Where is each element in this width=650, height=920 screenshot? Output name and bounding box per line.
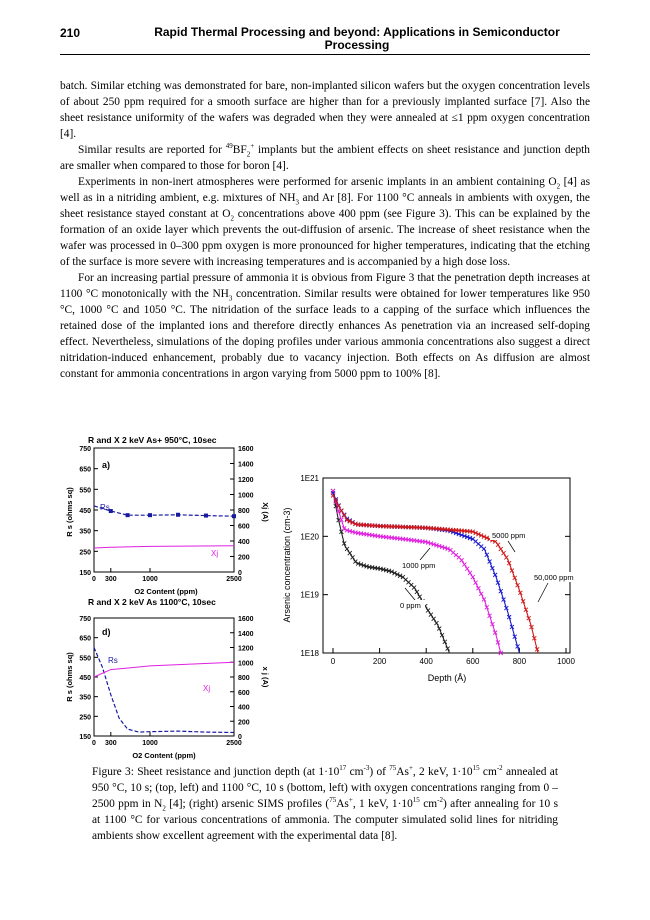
- tick-label: 600: [466, 657, 480, 666]
- tick-label: 0: [92, 576, 96, 583]
- plot-a-xj-label: Xj: [211, 549, 219, 558]
- plot-d-xlabel: O2 Content (ppm): [132, 751, 196, 760]
- tick-label: 350: [79, 528, 91, 536]
- tick-label: 200: [238, 554, 250, 562]
- data-point: [482, 597, 486, 601]
- data-point: [502, 551, 506, 555]
- data-point: [418, 595, 422, 599]
- plot-d-yleft-label: R s (ohms sq): [65, 652, 74, 702]
- data-point: [471, 575, 475, 579]
- annotation-label: 0 ppm: [400, 601, 421, 610]
- data-point: [479, 592, 483, 596]
- tick-label: 600: [238, 689, 250, 697]
- data-point: [434, 621, 438, 625]
- data-point: [426, 608, 430, 612]
- tick-label: 1E21: [300, 474, 319, 483]
- data-point: [345, 547, 349, 551]
- tick-label: 800: [512, 657, 527, 666]
- tick-label: 250: [79, 549, 91, 557]
- figure-3: [60, 430, 590, 760]
- annotation-leader: [538, 583, 548, 602]
- tick-label: 1400: [238, 630, 254, 638]
- series-line: [333, 493, 519, 653]
- plot-a-xlabel: O2 Content (ppm): [134, 587, 198, 596]
- plot-a: [65, 435, 270, 596]
- tick-label: 550: [79, 487, 91, 495]
- tick-label: 400: [238, 539, 250, 546]
- tick-label: 800: [238, 675, 250, 682]
- tick-label: 0: [330, 657, 336, 666]
- tick-label: 650: [79, 635, 91, 643]
- series-1: [331, 489, 503, 655]
- tick-label: 1600: [238, 446, 254, 453]
- tick-label: 1E20: [300, 532, 319, 542]
- tick-label: 2500: [226, 576, 242, 583]
- tick-label: 2500: [226, 740, 242, 747]
- tick-label: 250: [79, 714, 91, 722]
- tick-label: 800: [238, 508, 250, 515]
- tick-label: 0: [238, 570, 242, 577]
- plot-sims: [282, 474, 582, 683]
- plot-sims-ylabel: Arsenic concentration (cm-3): [282, 507, 292, 623]
- plot-d-x-ticks: [92, 732, 242, 747]
- annotation-label: 5000 ppm: [492, 531, 526, 540]
- tick-label: 600: [238, 523, 250, 531]
- tick-label: 200: [372, 657, 387, 666]
- running-header: [60, 26, 590, 55]
- data-point: [496, 543, 500, 547]
- tick-label: 300: [104, 576, 117, 583]
- tick-label: 1000: [142, 740, 158, 747]
- tick-label: 450: [79, 508, 91, 515]
- tick-label: 750: [79, 446, 91, 453]
- series-0: [331, 489, 450, 653]
- data-point: [504, 555, 508, 559]
- data-point: [339, 509, 343, 513]
- plot-a-rs-markers: [109, 509, 236, 518]
- plot-d-frame: [94, 618, 234, 736]
- plot-sims-series: [331, 489, 539, 655]
- plot-a-x-ticks: [92, 568, 242, 583]
- tick-label: 200: [238, 719, 250, 727]
- paragraph-3: Experiments in non-inert atmospheres were performed for arsenic implants in an ambient containing $O_2$ [4] as well as in a nitriding ambient, e.g. mixtures of $NH_3$ and Ar [8]. For 1100 °C anneals in ambients with oxygen, the sheet resistance stayed constant at $O_2$ concentrations above 400 ppm (see Figure 3). This can be explained by the formation of an oxide layer which prevents the out-diffusion of arsenic. The increase of sheet resistance when the wafer was processed in 0–300 ppm oxygen is more pronounced for higher temperatures, indicating that the etching of the surface is more severe with increasing temperatures and is accompanied by a high dose loss.: [60, 176, 591, 268]
- tick-label: 450: [79, 675, 91, 682]
- data-point: [351, 555, 355, 559]
- plot-a-title: R and X 2 keV As+ 950°C, 10sec: [88, 435, 217, 445]
- annotation-label: 50,000 ppm: [534, 573, 574, 582]
- data-point: [348, 551, 352, 555]
- data-point: [429, 613, 433, 617]
- data-point: [148, 513, 152, 517]
- plot-a-xj-line: [94, 546, 234, 548]
- data-point: [412, 586, 416, 590]
- plot-d-left-ticks: [79, 616, 98, 741]
- data-point: [415, 590, 419, 594]
- plot-d-title: R and X 2 keV As 1100°C, 10sec: [88, 597, 216, 607]
- plot-a-yright-label: Xj (A): [261, 502, 270, 522]
- data-point: [432, 617, 436, 621]
- tick-label: 1600: [238, 616, 254, 623]
- plot-d-panel-label: d): [102, 627, 111, 637]
- tick-label: 1000: [238, 492, 254, 500]
- plot-d-rs-label: Rs: [108, 656, 118, 665]
- plot-d-yright-label: x j (A): [261, 666, 270, 688]
- data-point: [460, 558, 464, 562]
- data-point: [204, 514, 208, 518]
- plot-d: [65, 597, 270, 760]
- plot-d-xj-label: Xj: [203, 684, 211, 693]
- annotation-leader: [420, 548, 430, 560]
- paragraph-4: For an increasing partial pressure of ammonia it is obvious from Figure 3 that the penetration depth increases at 1100 °C monotonically with the $NH_3$ concentration. Similar results were obtained for lower temperatures like 950 °C, 1000 °C and 1050 °C. The nitridation of the surface leads to a capping of the surface which influences the retained dose of the implanted ions and therefore directly enhances As penetration via an increased self-doping effect. Nevertheless, simulations of the doping profiles under various ammonia concentrations also suggest a direct nitridation-induced enhancement, probably due to vacancy injection. Both effects on As diffusion are almost constant for ammonia concentrations in argon varying from 5000 ppm to 100% [8].: [60, 272, 590, 380]
- tick-label: 0: [238, 734, 242, 741]
- tick-label: 1E19: [300, 590, 319, 600]
- tick-label: 1E18: [300, 649, 319, 658]
- tick-label: 300: [104, 740, 117, 747]
- tick-label: 1400: [238, 461, 254, 469]
- data-point: [474, 581, 478, 585]
- plot-sims-xlabel: Depth (Å): [427, 673, 467, 683]
- data-point: [176, 513, 180, 517]
- page-number: 210: [60, 26, 81, 40]
- tick-label: 750: [79, 616, 91, 623]
- plot-a-panel-label: a): [102, 460, 111, 470]
- tick-label: 1200: [238, 477, 254, 484]
- plot-a-rs-line: [94, 506, 234, 516]
- tick-label: 400: [419, 657, 433, 666]
- tick-label: 650: [79, 466, 91, 474]
- figure-caption: Figure 3: Sheet resistance and junction depth (at $1\cdot 10^{17}$ $cm^{-3}$) of $^{75}$As+, 2 keV, $1\cdot 10^{15}$ $cm^{-2}$ annealed at 950 °C, 10 s; (top, left) and 1100 °C, 10 s (bottom, left) with oxygen concentrations ranging from 0 – 2500 ppm in $N_2$ [4]; (right) arsenic SIMS profiles ($^{75}$As+, 1 keV, $1\cdot 10^{15}$ $cm^{-2}$) after annealing for 10 s at 1100 °C for various concentrations of ammonia. The computer simulated solid lines for nitriding ambients show excellent agreement with the experimental data [8].: [92, 764, 559, 842]
- body-text: [60, 78, 590, 382]
- running-title: Rapid Thermal Processing and beyond: Applications in Semiconductor Processing: [154, 25, 560, 52]
- tick-label: 150: [79, 570, 91, 577]
- data-point: [462, 562, 466, 566]
- data-point: [482, 547, 486, 551]
- annotation-leader: [405, 588, 415, 600]
- data-point: [232, 514, 236, 518]
- tick-label: 550: [79, 655, 91, 663]
- data-point: [468, 571, 472, 575]
- tick-label: 150: [79, 734, 91, 741]
- tick-label: 1000: [142, 576, 158, 583]
- plot-a-yleft-label: R s (ohms sq): [65, 487, 74, 537]
- paragraph-2: Similar results are reported for $^{49}BF_2^+$ implants but the ambient effects on sheet resistance and junction depth are smaller when compared to those for boron [4].: [60, 142, 590, 172]
- tick-label: 1200: [238, 645, 254, 653]
- tick-label: 350: [79, 694, 91, 702]
- data-point: [499, 547, 503, 551]
- tick-label: 0: [92, 740, 96, 747]
- paragraph-1: batch. Similar etching was demonstrated for bare, non-implanted silicon wafers but the oxygen concentration levels of about 250 ppm required for a smooth surface are higher than for a previously implanted surface [7]. Also the sheet resistance uniformity of the wafers was degraded when they were annealed at ≤1 ppm oxygen concentration [4].: [60, 80, 590, 140]
- tick-label: 1000: [238, 660, 254, 668]
- series-3: [331, 494, 539, 653]
- tick-label: 1000: [557, 657, 575, 666]
- data-point: [476, 586, 480, 590]
- annotation-label: 1000 ppm: [402, 561, 436, 570]
- series-2: [331, 491, 520, 653]
- annotation-leader: [508, 541, 515, 552]
- data-point: [126, 513, 130, 517]
- tick-label: 400: [238, 704, 250, 712]
- data-point: [465, 567, 469, 571]
- plot-a-rs-label: Rs: [100, 503, 110, 512]
- series-line: [333, 491, 501, 653]
- series-line: [333, 496, 538, 653]
- plot-a-left-ticks: [79, 446, 98, 577]
